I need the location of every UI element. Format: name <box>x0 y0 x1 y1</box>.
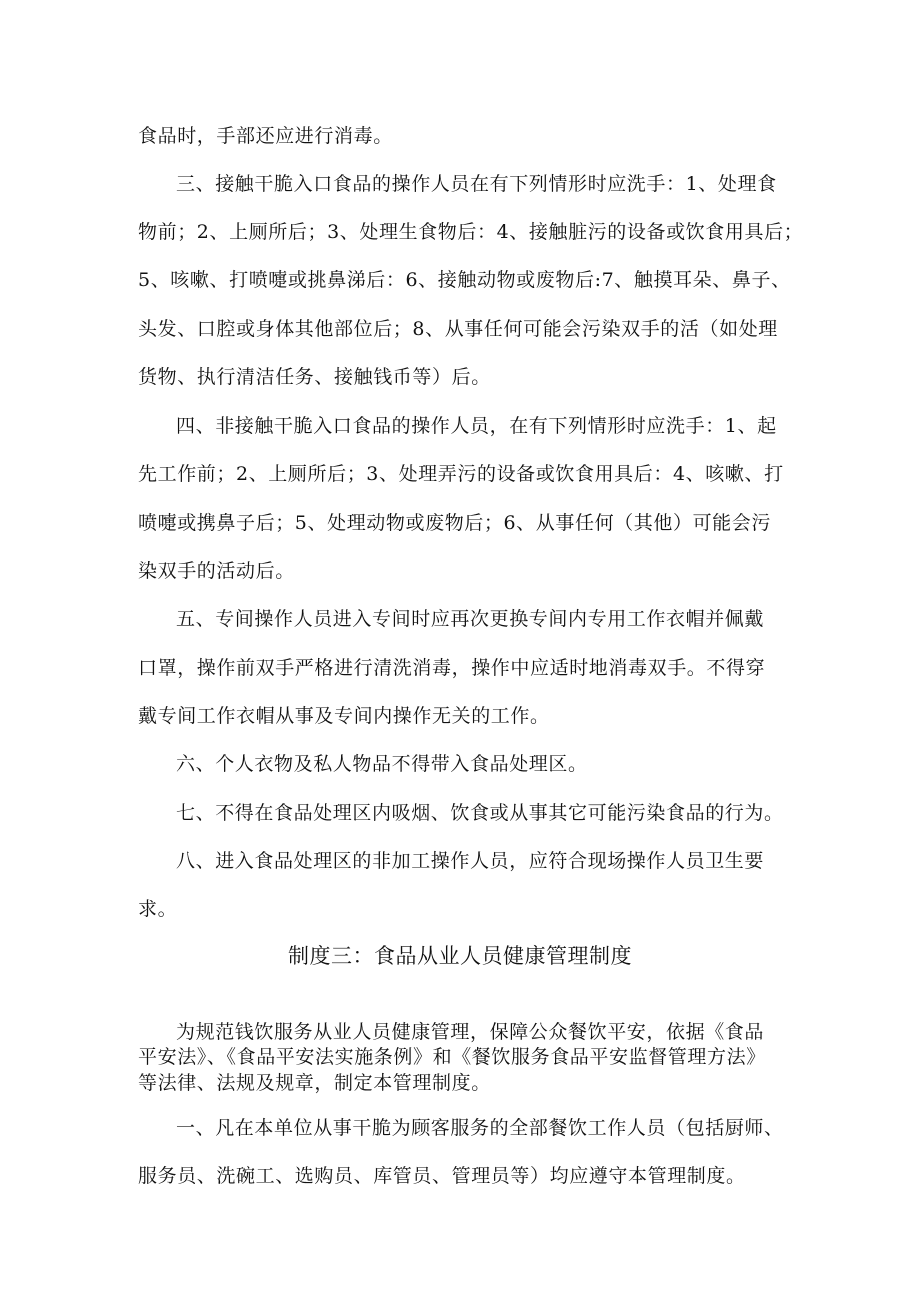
text-line: 染双手的活动后。 <box>138 560 295 582</box>
text-line: 平安法》、《食品平安法实施条例》和《餐饮服务食品平安监督管理方法》 <box>138 1046 766 1068</box>
text-line: 为规范钱饮服务从业人员健康管理，保障公众餐饮平安，依据《食品 <box>176 1021 765 1043</box>
text-line: 戴专间工作衣帽从事及专间内操作无关的工作。 <box>138 705 550 727</box>
text-line: 货物、执行清洁任务、接触钱币等）后。 <box>138 366 491 388</box>
section-heading: 制度三：食品从业人员健康管理制度 <box>288 944 632 968</box>
text-line: 三、接触干脆入口食品的操作人员在有下列情形时应洗手：1、处理食 <box>176 173 777 195</box>
text-line: 六、个人衣物及私人物品不得带入食品处理区。 <box>176 753 588 775</box>
text-line: 喷嚏或携鼻子后；5、处理动物或废物后；6、从事任何（其他）可能会污 <box>138 512 771 534</box>
text-line: 头发、口腔或身体其他部位后；8、从事任何可能会污染双手的活（如处理 <box>138 318 778 340</box>
text-line: 五、专间操作人员进入专间时应再次更换专间内专用工作衣帽并佩戴 <box>176 608 765 630</box>
text-line: 求。 <box>138 898 178 920</box>
text-line: 先工作前；2、上厕所后；3、处理弄污的设备或饮食用具后：4、咳嗽、打 <box>138 463 784 485</box>
text-line: 七、不得在食品处理区内吸烟、饮食或从事其它可能污染食品的行为。 <box>176 802 784 824</box>
text-line: 5、咳嗽、打喷嚏或挑鼻涕后：6、接触动物或废物后:7、触摸耳朵、鼻子、 <box>138 269 791 291</box>
text-line: 一、凡在本单位从事干脆为顾客服务的全部餐饮工作人员（包括厨师、 <box>176 1117 784 1139</box>
text-line: 食品时，手部还应进行消毒。 <box>138 125 393 147</box>
text-line: 物前；2、上厕所后；3、处理生食物后：4、接触脏污的设备或饮食用具后； <box>138 221 804 243</box>
text-line: 八、进入食品处理区的非加工操作人员，应符合现场操作人员卫生要 <box>176 850 765 872</box>
text-line: 服务员、洗碗工、选购员、库管员、管理员等）均应遵守本管理制度。 <box>138 1165 746 1187</box>
text-line: 等法律、法规及规章，制定本管理制度。 <box>138 1072 491 1094</box>
text-line: 口罩，操作前双手严格进行清洗消毒，操作中应适时地消毒双手。不得穿 <box>138 657 766 679</box>
text-line: 四、非接触干脆入口食品的操作人员，在有下列情形时应洗手：1、起 <box>176 415 777 437</box>
